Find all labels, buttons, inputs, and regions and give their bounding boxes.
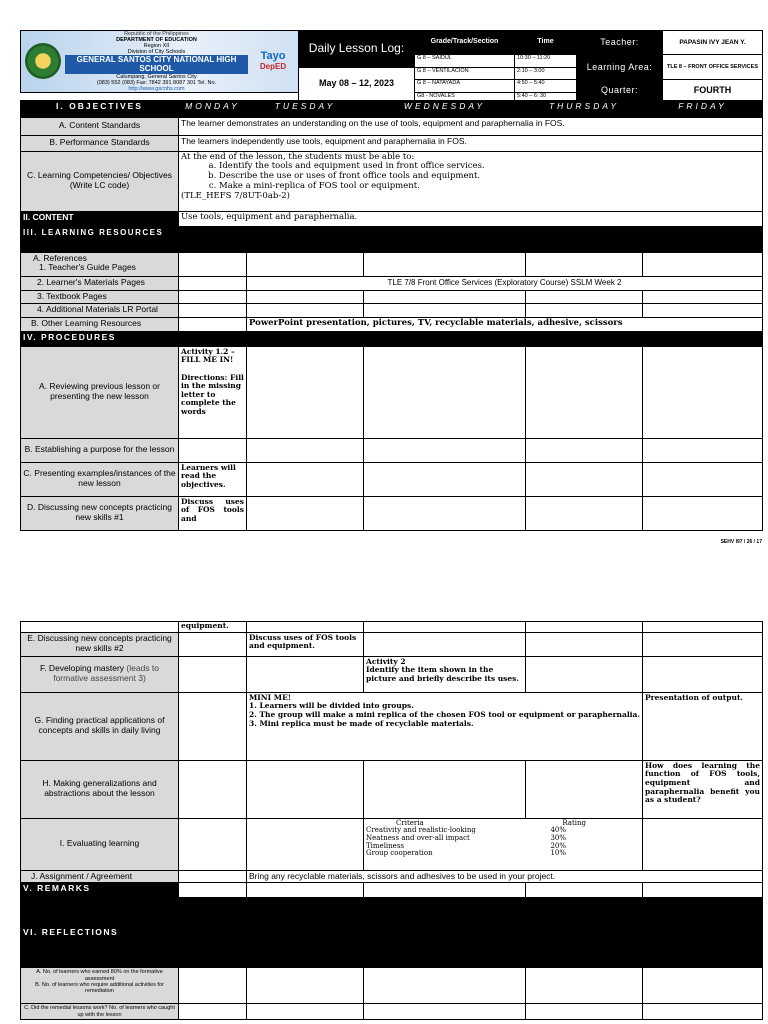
cell — [526, 656, 643, 692]
reflections-heading-fill — [643, 898, 763, 968]
rubric-rating-header: Rating — [562, 818, 586, 827]
procedures-heading-fill — [247, 331, 364, 346]
school-name: GENERAL SANTOS CITY NATIONAL HIGH SCHOOL — [65, 55, 248, 73]
procedure-b-label: B. Establishing a purpose for the lesson — [21, 438, 179, 462]
mini-me-item: 3. Mini replica must be made of recyclable materials. — [249, 718, 474, 728]
cell — [247, 1004, 364, 1020]
cell — [179, 252, 247, 276]
rubric-rating: 30% — [550, 834, 566, 842]
header-table — [20, 30, 763, 101]
cell — [643, 252, 763, 276]
cell — [247, 290, 364, 303]
school-seal-icon — [25, 43, 61, 79]
time-1: 10:30 – 11:20 — [515, 55, 577, 68]
cell — [247, 883, 364, 898]
learning-competencies-value — [179, 151, 763, 211]
cell — [364, 760, 526, 818]
cell — [364, 462, 526, 496]
mini-me-title: MINI ME! — [249, 692, 292, 702]
teacher-name: PAPASIN IVY JEAN Y. — [663, 31, 763, 55]
cell — [526, 252, 643, 276]
learning-area: TLE 8 – FRONT OFFICE SERVICES — [663, 55, 763, 80]
reflections-heading-fill — [179, 898, 247, 968]
procedure-g-friday: Presentation of output. — [643, 692, 763, 760]
procedures-heading-fill — [364, 331, 526, 346]
lm-pages-label: 2. Learner's Materials Pages — [21, 276, 179, 290]
rubric-criterion: Group cooperation — [366, 849, 433, 858]
procedure-a-label: A. Reviewing previous lesson or presenting the new lesson — [21, 346, 179, 438]
cell — [526, 290, 643, 303]
other-resources-label: B. Other Learning Resources — [21, 317, 179, 331]
procedure-f-wednesday: Activity 2 Identify the item shown in the picture and briefly describe its uses. — [364, 656, 526, 692]
lc-code: (TLE_HEFS 7/8UT-0ab-2) — [181, 190, 290, 201]
content-standards-value: The learner demonstrates an understanding on the use of tools, equipment and paraphernalia in FOS. — [179, 117, 763, 135]
reflections-heading: VI. REFLECTIONS — [21, 898, 179, 968]
day-wednesday: WEDNESDAY — [364, 100, 526, 117]
rubric-rating: 40% — [550, 826, 566, 835]
cell — [364, 496, 526, 530]
cell — [179, 290, 247, 303]
lc-item: a. Identify the tools and equipment used in front office services. — [219, 162, 760, 172]
cell — [179, 438, 247, 462]
time-2: 2:10 – 3:00 — [515, 67, 577, 80]
school-site: http://www.gscnhs.com — [128, 85, 185, 92]
reflection-ab-label — [21, 968, 179, 1004]
cell — [364, 252, 526, 276]
reflection-a-label: A. No. of learners who earned 80% on the formative assessment — [36, 969, 163, 982]
gts-label: Grade/Track/Section — [415, 31, 515, 55]
procedure-c-label: C. Presenting examples/instances of the new lesson — [21, 462, 179, 496]
cell — [247, 346, 364, 438]
references-label — [21, 252, 179, 276]
resources-heading-fill — [247, 226, 364, 252]
region-text: Region XII — [143, 43, 170, 50]
cell — [526, 622, 643, 633]
lc-list — [181, 162, 760, 191]
content-label: II. CONTENT — [21, 211, 179, 226]
cell — [247, 303, 364, 317]
procedure-h-friday: How does learning the function of FOS tools, equipment and paraphernalia benefit you as a student? — [643, 760, 763, 818]
rubric-criterion: Neatness and over-all impact — [366, 834, 470, 842]
procedure-i-label: I. Evaluating learning — [21, 818, 179, 870]
dll-table-page-1 — [20, 100, 763, 531]
mini-me-item: 2. The group will make a mini replica of the chosen FOS tool or equipment or paraphernalia. — [249, 709, 641, 719]
school-address: Calumpang, General Santos City — [116, 73, 197, 80]
cell — [364, 632, 526, 656]
dll-page-2 — [20, 621, 762, 1020]
cell — [643, 290, 763, 303]
rubric-criterion: Timeliness — [366, 841, 405, 850]
division-text: Division of City Schools — [127, 49, 186, 56]
cell — [364, 438, 526, 462]
cell — [179, 1004, 247, 1020]
dll-table-page-2 — [20, 621, 763, 1020]
time-label: Time — [515, 31, 577, 55]
day-friday: FRIDAY — [643, 100, 763, 117]
cell — [179, 870, 247, 883]
cell — [643, 496, 763, 530]
department-text: DEPARTMENT OF EDUCATION — [116, 37, 197, 44]
cell — [364, 622, 526, 633]
cell — [179, 317, 247, 331]
rubric-row — [366, 835, 640, 843]
cell — [179, 968, 247, 1004]
reflection-b-label: B. No. of learners who require additional activities for remediation — [35, 982, 164, 995]
section-3: G 8 – NATAYADA — [415, 80, 515, 93]
footer-code: SEHV I97 / 26 / 17 — [720, 538, 762, 545]
f-label-note: (leads to formative assessment 3) — [53, 663, 160, 684]
resources-heading-fill — [643, 226, 763, 252]
cell — [247, 252, 364, 276]
procedure-g-label: G. Finding practical applications of concepts and skills in daily living — [21, 692, 179, 760]
f-label-text: F. Developing mastery — [39, 663, 125, 674]
deped-logo-icon — [248, 51, 298, 71]
resources-heading-fill — [364, 226, 526, 252]
cell — [526, 968, 643, 1004]
cell — [364, 346, 526, 438]
cell — [179, 692, 247, 760]
cell — [247, 760, 364, 818]
lm-pages-value: TLE 7/8 Front Office Services (Exploratory Course) SSLM Week 2 — [247, 276, 763, 290]
procedure-d-monday-cont: equipment. — [179, 622, 247, 633]
cell — [247, 818, 364, 870]
performance-standards-label: B. Performance Standards — [21, 135, 179, 151]
resources-heading: III. LEARNING RESOURCES — [21, 226, 179, 252]
cell — [526, 462, 643, 496]
performance-standards-value: The learners independently use tools, equipment and paraphernalia in FOS. — [179, 135, 763, 151]
cell — [179, 303, 247, 317]
lc-intro: At the end of the lesson, the students must be able to: — [181, 151, 415, 162]
school-phone: (083) 552 (083) Fax: 7842 391 8087 301 Tel. No. — [96, 79, 217, 86]
procedure-h-label: H. Making generalizations and abstractions about the lesson — [21, 760, 179, 818]
time-3: 4:50 – 5:40 — [515, 80, 577, 93]
cell — [247, 462, 364, 496]
cell — [179, 883, 247, 898]
cell — [179, 760, 247, 818]
cell — [643, 622, 763, 633]
cell — [643, 968, 763, 1004]
cell — [364, 968, 526, 1004]
dll-page-1 — [20, 30, 762, 545]
cell — [179, 632, 247, 656]
cell — [21, 622, 179, 633]
lc-label-text: C. Learning Competencies/ Objectives — [26, 170, 173, 181]
day-monday: MONDAY — [179, 100, 247, 117]
cell — [247, 438, 364, 462]
cell — [526, 883, 643, 898]
teacher-label: Teacher: — [577, 31, 663, 55]
cell — [179, 276, 247, 290]
lc-item: b. Describe the use or uses of front office tools and equipment. — [219, 172, 760, 182]
lc-item: c. Make a mini-replica of FOS tool or equipment. — [219, 182, 760, 192]
procedure-d-monday: Discuss uses of FOS tools and — [179, 496, 247, 530]
reflection-c-label: C. Did the remedial lessons work? No. of learners who caught up with the lesson — [21, 1004, 179, 1020]
rubric-row — [366, 850, 640, 858]
day-tuesday: TUESDAY — [247, 100, 364, 117]
cell — [247, 622, 364, 633]
area-label: Learning Area: — [577, 55, 663, 80]
procedure-f-label — [21, 656, 179, 692]
cell — [526, 496, 643, 530]
cell — [179, 818, 247, 870]
dll-title: Daily Lesson Log: — [299, 31, 415, 68]
remarks-heading: V. REMARKS — [21, 883, 179, 898]
time-4: 5:40 – 6: 30 — [515, 92, 577, 100]
rubric-criteria-header: Criteria — [396, 818, 424, 827]
section-1: G 8 – SAIDUL — [415, 55, 515, 68]
quarter-label: Quarter: — [577, 80, 663, 101]
rubric-rating: 10% — [550, 849, 566, 858]
cell — [364, 1004, 526, 1020]
rubric-criterion: Creativity and realistic-looking — [366, 826, 476, 835]
content-standards-label: A. Content Standards — [21, 117, 179, 135]
reflections-heading-fill — [364, 898, 526, 968]
cell — [364, 290, 526, 303]
cell — [526, 1004, 643, 1020]
tayo-logo-text: Tayo — [260, 50, 286, 63]
resources-heading-fill — [179, 226, 247, 252]
resources-heading-fill — [526, 226, 643, 252]
cell — [643, 818, 763, 870]
learning-competencies-label — [21, 151, 179, 211]
procedure-e-label: E. Discussing new concepts practicing new skills #2 — [21, 632, 179, 656]
procedures-heading-fill — [643, 331, 763, 346]
cell — [643, 632, 763, 656]
procedures-heading-fill — [179, 331, 247, 346]
cell — [643, 346, 763, 438]
republic-text: Republic of the Philippines — [124, 31, 189, 37]
cell — [526, 760, 643, 818]
procedure-j-value: Bring any recyclable materials, scissors and adhesives to be used in your project. — [247, 870, 763, 883]
cell — [247, 968, 364, 1004]
cell — [643, 462, 763, 496]
other-resources-value: PowerPoint presentation, pictures, TV, recyclable materials, adhesive, scissors — [247, 317, 763, 331]
procedure-j-label: J. Assignment / Agreement — [21, 870, 179, 883]
procedure-g-activity — [247, 692, 643, 760]
cell — [247, 496, 364, 530]
procedure-c-monday: Learners will read the objectives. — [179, 462, 247, 496]
cell — [643, 656, 763, 692]
content-value: Use tools, equipment and paraphernalia. — [179, 211, 763, 226]
cell — [179, 656, 247, 692]
cell — [247, 656, 364, 692]
rubric-rating: 20% — [550, 841, 566, 850]
school-banner — [21, 31, 299, 93]
cell — [643, 1004, 763, 1020]
procedures-heading: IV. PROCEDURES — [21, 331, 179, 346]
day-thursday: THURSDAY — [526, 100, 643, 117]
textbook-pages-label: 3. Textbook Pages — [21, 290, 179, 303]
cell — [526, 632, 643, 656]
procedure-d-label: D. Discussing new concepts practicing new skills #1 — [21, 496, 179, 530]
section-4: G8 - NOVALES — [415, 92, 515, 100]
procedure-e-tuesday: Discuss uses of FOS tools and equipment. — [247, 632, 364, 656]
cell — [364, 883, 526, 898]
lr-portal-label: 4. Additional Materials LR Portal — [21, 303, 179, 317]
objectives-heading: I. OBJECTIVES — [21, 100, 179, 117]
tg-pages-label: 1. Teacher's Guide Pages — [39, 262, 136, 273]
evaluation-rubric — [364, 818, 643, 870]
references-title: A. References — [33, 252, 87, 263]
section-2: G 8 – VENTILACION — [415, 67, 515, 80]
cell — [526, 346, 643, 438]
deped-logo-text: DepED — [259, 62, 287, 72]
cell — [526, 303, 643, 317]
cell — [643, 883, 763, 898]
reflections-heading-fill — [247, 898, 364, 968]
quarter-value: FOURTH — [663, 80, 763, 101]
cell — [643, 438, 763, 462]
lesson-dates: May 08 – 12, 2023 — [299, 67, 415, 100]
reflections-heading-fill — [526, 898, 643, 968]
procedure-a-monday: Activity 1.2 – FILL ME IN! Directions: Fill in the missing letter to complete the words — [179, 346, 247, 438]
lc-label-note: (Write LC code) — [69, 180, 130, 191]
cell — [526, 438, 643, 462]
mini-me-item: 1. Learners will be divided into groups. — [249, 701, 414, 711]
procedures-heading-fill — [526, 331, 643, 346]
cell — [364, 303, 526, 317]
cell — [643, 303, 763, 317]
